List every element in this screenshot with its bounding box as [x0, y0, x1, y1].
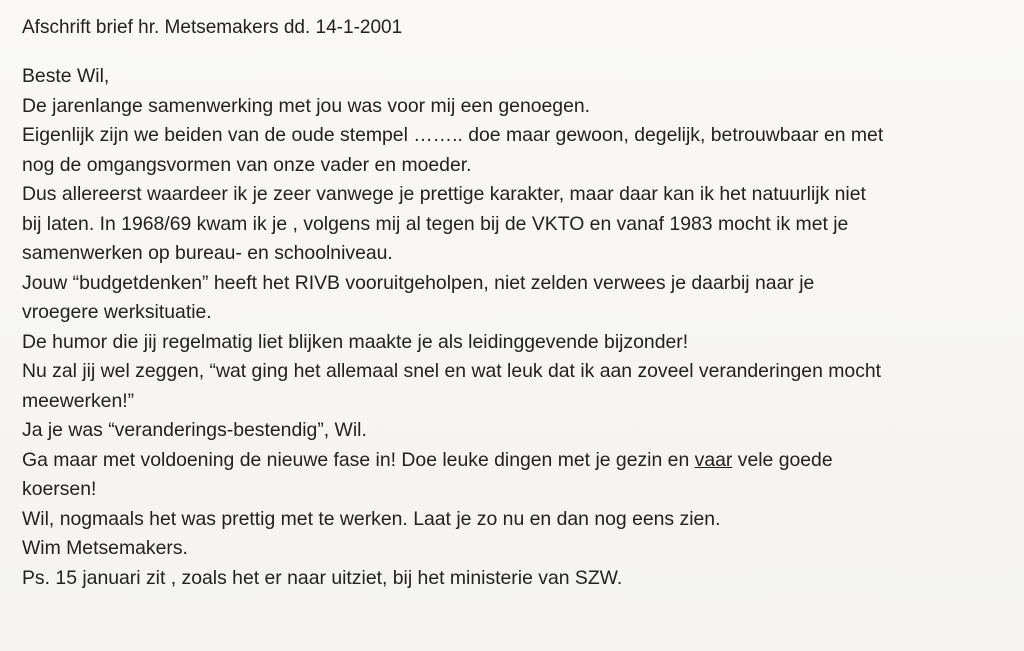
- letter-line: samenwerken op bureau- en schoolniveau.: [22, 242, 393, 264]
- underlined-word: vaar: [694, 448, 733, 471]
- line-text-before: Ga maar met voldoening de nieuwe fase in! Doe leuke dingen met je gezin en: [22, 448, 695, 471]
- letter-line: bij laten. In 1968/69 kwam ik je , volgens mij al tegen bij de VKTO en vanaf 1983 mocht ik met je: [22, 212, 849, 235]
- letter-line: Dus allereerst waardeer ik je zeer vanwege je prettige karakter, maar daar kan ik het natuurlijk niet: [22, 183, 866, 205]
- document-title: Afschrift brief hr. Metsemakers dd. 14-1-2001: [22, 17, 403, 38]
- line-text-after: vele goede: [732, 448, 833, 471]
- letter-line: Eigenlijk zijn we beiden van de oude stempel …….. doe maar gewoon, degelijk, betrouwbaar en met: [22, 124, 884, 146]
- letter-line: meewerken!”: [22, 389, 135, 412]
- letter-line: Jouw “budgetdenken” heeft het RIVB vooruitgeholpen, niet zelden verwees je daarbij naar je: [22, 271, 815, 294]
- letter-line: vroegere werksituatie.: [22, 301, 212, 323]
- signature-line: Wim Metsemakers.: [22, 537, 188, 559]
- letter-line: Ja je was “veranderings-bestendig”, Wil.: [22, 419, 367, 441]
- letter-line: Nu zal jij wel zeggen, “wat ging het allemaal snel en wat leuk dat ik aan zoveel veranderingen mocht: [22, 360, 882, 382]
- postscript-line: Ps. 15 januari zit , zoals het er naar uitziet, bij het ministerie van SZW.: [22, 566, 623, 589]
- letter-line: De humor die jij regelmatig liet blijken maakte je als leidinggevende bijzonder!: [22, 330, 689, 353]
- letter-line: Beste Wil,: [22, 65, 110, 87]
- letter-line-with-underline: [22, 446, 1022, 476]
- letter-line: nog de omgangsvormen van onze vader en moeder.: [22, 153, 472, 176]
- letter-line: De jarenlange samenwerking met jou was voor mij een genoegen.: [22, 94, 591, 117]
- letter-body: [22, 62, 1022, 593]
- letter-line: koersen!: [22, 478, 97, 500]
- letter-line: Wil, nogmaals het was prettig met te werken. Laat je zo nu en dan nog eens zien.: [22, 507, 721, 530]
